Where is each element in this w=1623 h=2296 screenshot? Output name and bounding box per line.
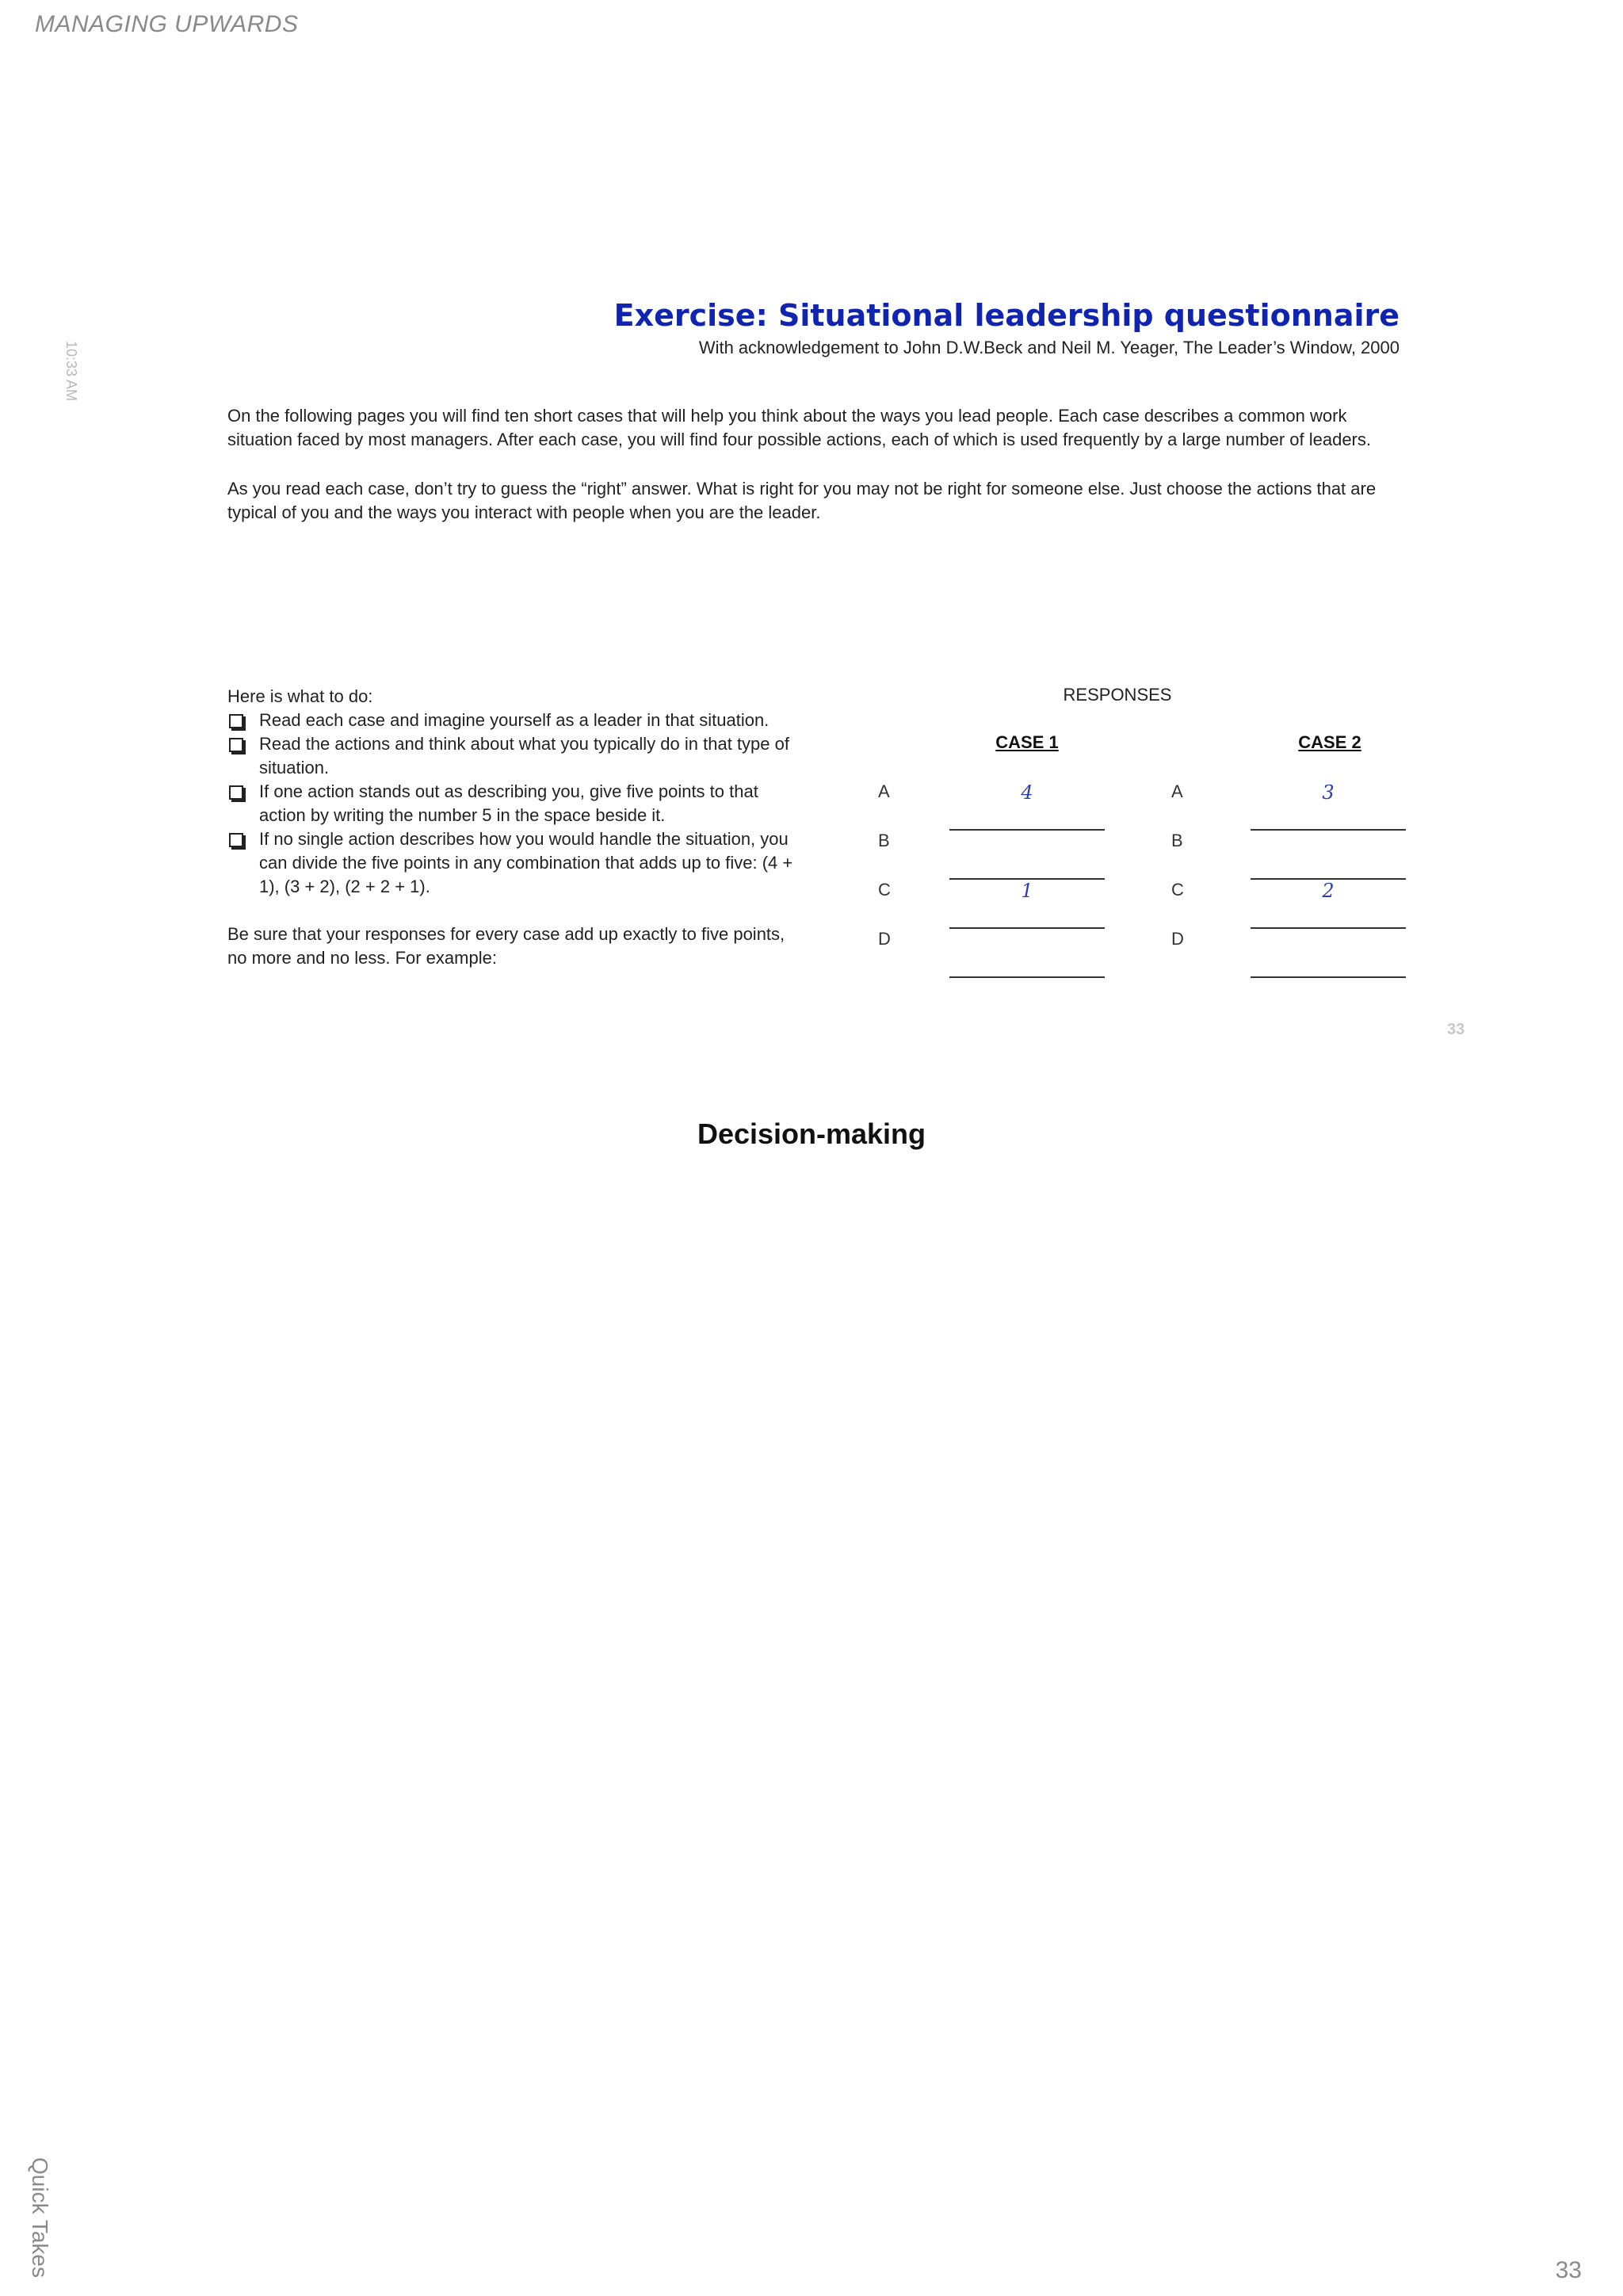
answer-line	[1251, 927, 1406, 929]
margin-timestamp: 10:33 AM	[63, 341, 79, 402]
responses-heading: RESPONSES	[1063, 685, 1172, 705]
answer-line	[949, 878, 1105, 880]
case-2-answer-c[interactable]: 2	[1322, 880, 1335, 902]
case-2-heading: CASE 2	[1298, 732, 1361, 752]
case-1-answer-c[interactable]: 1	[1021, 880, 1033, 902]
section-title: Decision-making	[697, 1117, 926, 1150]
page-number: 33	[1555, 2257, 1582, 2283]
exercise-acknowledgement: With acknowledgement to John D.W.Beck and Neil M. Yeager, The Leader’s Window, 2000	[698, 338, 1400, 357]
case-2-answer-a[interactable]: 3	[1322, 781, 1335, 804]
intro-paragraph-2: As you read each case, don’t try to guess the “right” answer. What is right for you may not be right for someone else. Just choose the actions that are typical of you and the ways you interact with people when you are the leader.	[227, 479, 1377, 522]
instructions-closing: Be sure that your responses for every case add up exactly to five points, no more and no less. For example:	[227, 924, 785, 968]
instructions-list	[227, 709, 798, 899]
inner-page-number: 33	[1447, 1021, 1465, 1038]
case-1-row-letter: B	[878, 831, 890, 850]
case-1-answer-a[interactable]: 4	[1021, 781, 1033, 804]
intro-paragraph-1: On the following pages you will find ten short cases that will help you think about the ways you lead people. Each case describes a common work situation faced by most managers. After each case, you will find four possible actions, each of which is used frequently by a large number of leaders.	[227, 406, 1371, 449]
answer-line	[1251, 878, 1406, 880]
running-header: MANAGING UPWARDS	[35, 11, 299, 37]
case-2-row-letter: D	[1171, 929, 1184, 949]
checkbox-icon	[229, 738, 243, 752]
answer-line	[949, 927, 1105, 929]
exercise-title: Exercise: Situational leadership questionnaire	[613, 298, 1400, 333]
checkbox-icon	[229, 785, 243, 800]
instruction-item: Read each case and imagine yourself as a leader in that situation.	[227, 709, 798, 732]
answer-line	[949, 976, 1105, 978]
footer-book-title: Quick Takes	[28, 2157, 52, 2278]
checkbox-icon	[229, 714, 243, 728]
case-2-row-letter: C	[1171, 880, 1184, 900]
answer-line	[1251, 829, 1406, 831]
instruction-item: If one action stands out as describing you, give five points to that action by writing the number 5 in the space beside it.	[227, 780, 798, 827]
case-1-row-letter: C	[878, 880, 891, 900]
case-1-row-letter: A	[878, 781, 890, 801]
answer-line	[1251, 976, 1406, 978]
instruction-item: If no single action describes how you would handle the situation, you can divide the five points in any combination that adds up to five: (4 + 1), (3 + 2), (2 + 2 + 1).	[227, 827, 798, 899]
instructions-lead: Here is what to do:	[227, 686, 373, 706]
case-1-row-letter: D	[878, 929, 891, 949]
instruction-item: Read the actions and think about what you typically do in that type of situation.	[227, 732, 798, 780]
instructions-block	[227, 685, 798, 970]
case-1-heading: CASE 1	[995, 732, 1059, 752]
answer-line	[949, 829, 1105, 831]
checkbox-icon	[229, 833, 243, 847]
case-2-row-letter: A	[1171, 781, 1183, 801]
case-2-row-letter: B	[1171, 831, 1183, 850]
